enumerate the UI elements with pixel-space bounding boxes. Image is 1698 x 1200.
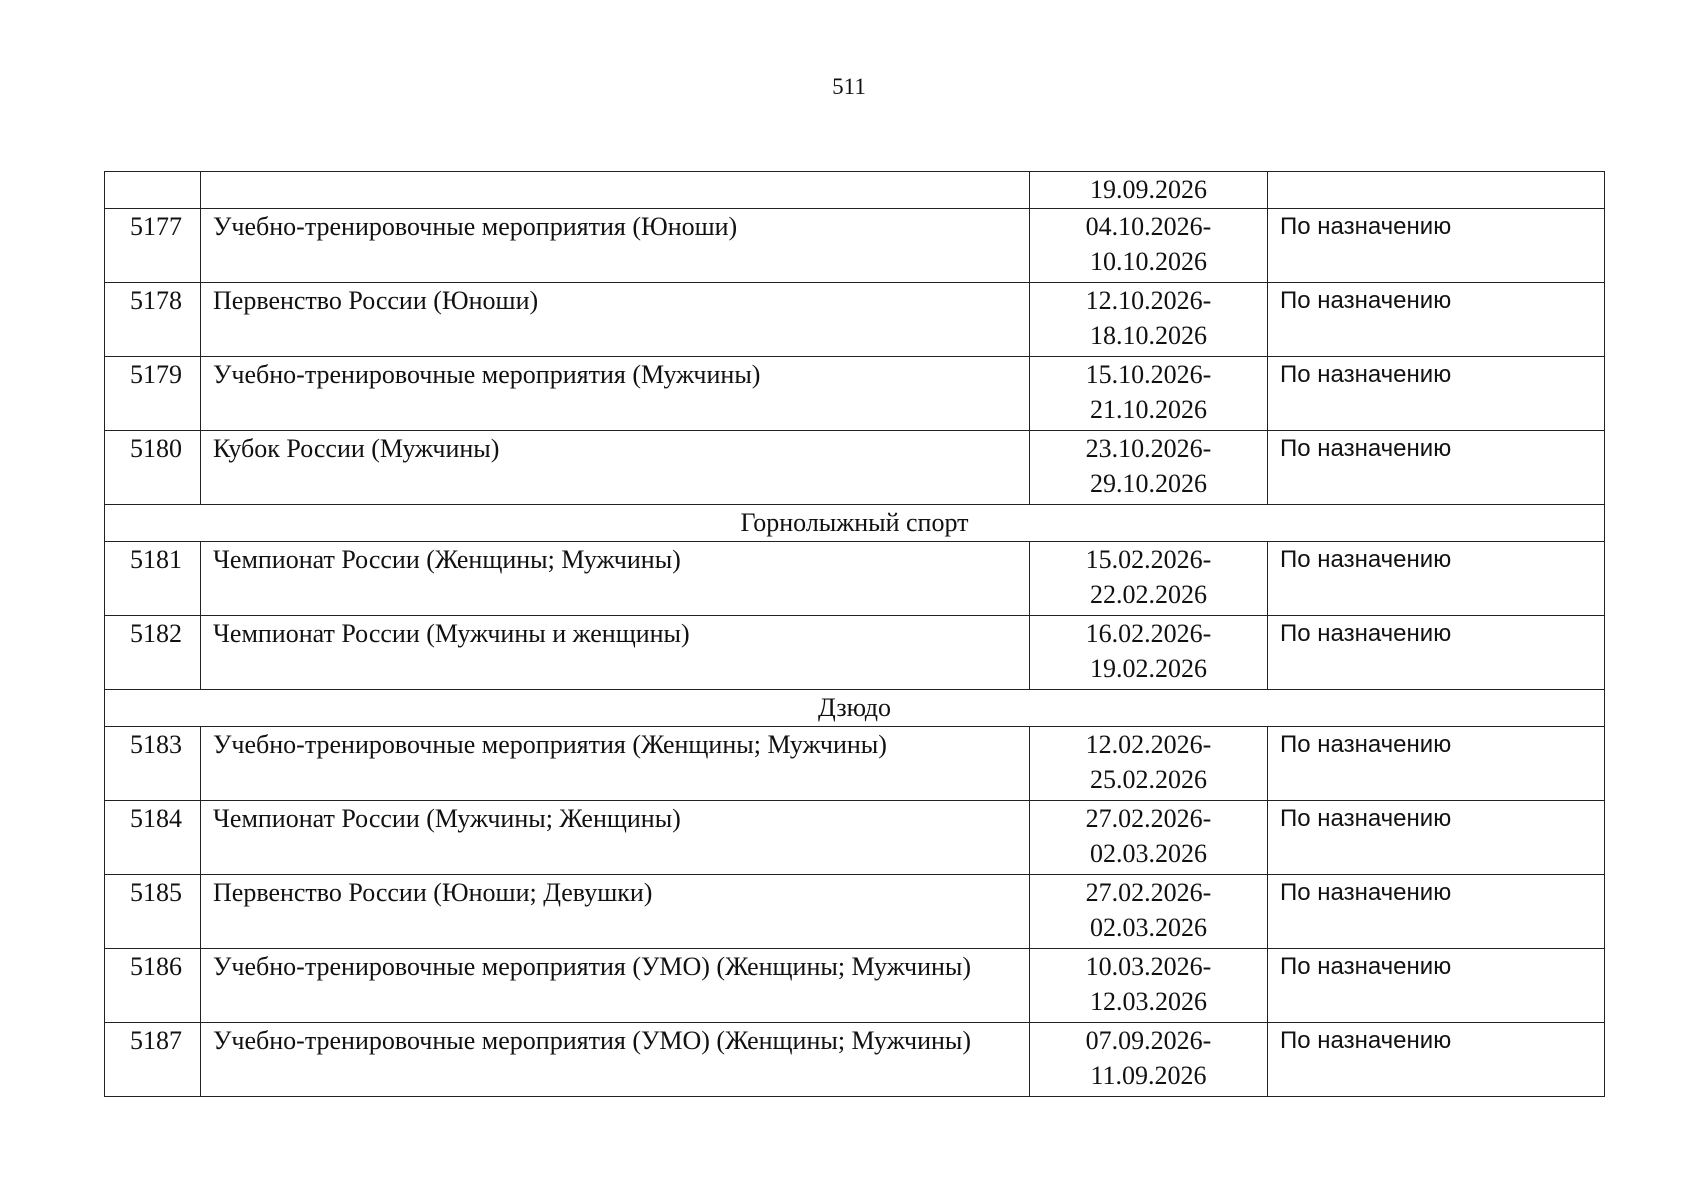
event-dates <box>1030 431 1268 505</box>
section-title: Горнолыжный спорт <box>105 505 1605 542</box>
event-dates <box>1030 616 1268 690</box>
page-number: 511 <box>832 74 866 99</box>
event-name: Чемпионат России (Женщины; Мужчины) <box>201 542 1030 616</box>
event-dates <box>1030 727 1268 801</box>
event-dates <box>1030 172 1268 209</box>
event-date-start: 10.03.2026- <box>1085 952 1212 981</box>
event-name: Учебно-тренировочные мероприятия (Женщины; Мужчины) <box>201 727 1030 801</box>
event-number: 5184 <box>105 801 201 875</box>
event-date-end: 02.03.2026 <box>1090 913 1207 942</box>
event-name: Учебно-тренировочные мероприятия (УМО) (Женщины; Мужчины) <box>201 949 1030 1023</box>
table-row <box>105 727 1605 801</box>
event-date-start: 12.02.2026- <box>1085 730 1212 759</box>
table-row <box>105 875 1605 949</box>
event-place: По назначению <box>1268 209 1605 283</box>
event-number: 5187 <box>105 1023 201 1097</box>
event-number: 5181 <box>105 542 201 616</box>
event-name <box>201 172 1030 209</box>
event-date-start: 27.02.2026- <box>1085 804 1212 833</box>
table-row <box>105 431 1605 505</box>
event-number: 5183 <box>105 727 201 801</box>
event-number <box>105 172 201 209</box>
event-date-start: 15.02.2026- <box>1085 545 1212 574</box>
event-date-end: 11.09.2026 <box>1090 1061 1207 1090</box>
event-date-end: 25.02.2026 <box>1090 765 1207 794</box>
table-row <box>105 357 1605 431</box>
event-date-start: 12.10.2026- <box>1085 286 1212 315</box>
event-date-end: 12.03.2026 <box>1090 987 1207 1016</box>
event-date-start: 16.02.2026- <box>1085 619 1212 648</box>
event-dates <box>1030 357 1268 431</box>
event-number: 5182 <box>105 616 201 690</box>
event-dates <box>1030 949 1268 1023</box>
event-date-end: 21.10.2026 <box>1090 395 1207 424</box>
event-date-end: 02.03.2026 <box>1090 839 1207 868</box>
event-number: 5179 <box>105 357 201 431</box>
event-date-end: 18.10.2026 <box>1090 321 1207 350</box>
event-place: По назначению <box>1268 801 1605 875</box>
event-name: Учебно-тренировочные мероприятия (УМО) (Женщины; Мужчины) <box>201 1023 1030 1097</box>
event-place: По назначению <box>1268 1023 1605 1097</box>
event-dates <box>1030 875 1268 949</box>
section-header-row <box>105 505 1605 542</box>
event-dates <box>1030 801 1268 875</box>
section-header-row <box>105 690 1605 727</box>
event-date-start: 04.10.2026- <box>1085 212 1212 241</box>
table-row <box>105 542 1605 616</box>
event-name: Учебно-тренировочные мероприятия (Юноши) <box>201 209 1030 283</box>
event-date-start: 07.09.2026- <box>1085 1026 1212 1055</box>
event-place: По назначению <box>1268 357 1605 431</box>
event-number: 5180 <box>105 431 201 505</box>
table-row <box>105 616 1605 690</box>
event-place: По назначению <box>1268 616 1605 690</box>
event-name: Первенство России (Юноши; Девушки) <box>201 875 1030 949</box>
event-name: Кубок России (Мужчины) <box>201 431 1030 505</box>
event-date-end: 19.09.2026 <box>1090 175 1207 204</box>
table-row <box>105 283 1605 357</box>
event-place: По назначению <box>1268 727 1605 801</box>
event-name: Чемпионат России (Мужчины; Женщины) <box>201 801 1030 875</box>
event-dates <box>1030 209 1268 283</box>
event-name: Учебно-тренировочные мероприятия (Мужчины) <box>201 357 1030 431</box>
event-place: По назначению <box>1268 542 1605 616</box>
event-number: 5186 <box>105 949 201 1023</box>
table-row <box>105 801 1605 875</box>
event-dates <box>1030 283 1268 357</box>
event-date-start: 27.02.2026- <box>1085 878 1212 907</box>
table-row <box>105 209 1605 283</box>
event-place: По назначению <box>1268 875 1605 949</box>
event-date-start: 23.10.2026- <box>1085 434 1212 463</box>
event-number: 5178 <box>105 283 201 357</box>
continuation-row <box>105 172 1605 209</box>
event-dates <box>1030 1023 1268 1097</box>
event-date-end: 10.10.2026 <box>1090 247 1207 276</box>
event-place: По назначению <box>1268 283 1605 357</box>
event-place <box>1268 172 1605 209</box>
event-place: По назначению <box>1268 431 1605 505</box>
table-row <box>105 949 1605 1023</box>
event-number: 5177 <box>105 209 201 283</box>
event-date-end: 19.02.2026 <box>1090 654 1207 683</box>
event-number: 5185 <box>105 875 201 949</box>
table-row <box>105 1023 1605 1097</box>
events-table-body <box>105 172 1605 1097</box>
event-name: Первенство России (Юноши) <box>201 283 1030 357</box>
event-place: По назначению <box>1268 949 1605 1023</box>
event-date-end: 22.02.2026 <box>1090 580 1207 609</box>
event-date-end: 29.10.2026 <box>1090 469 1207 498</box>
event-name: Чемпионат России (Мужчины и женщины) <box>201 616 1030 690</box>
events-table <box>104 171 1605 1097</box>
event-date-start: 15.10.2026- <box>1085 360 1212 389</box>
event-dates <box>1030 542 1268 616</box>
section-title: Дзюдо <box>105 690 1605 727</box>
